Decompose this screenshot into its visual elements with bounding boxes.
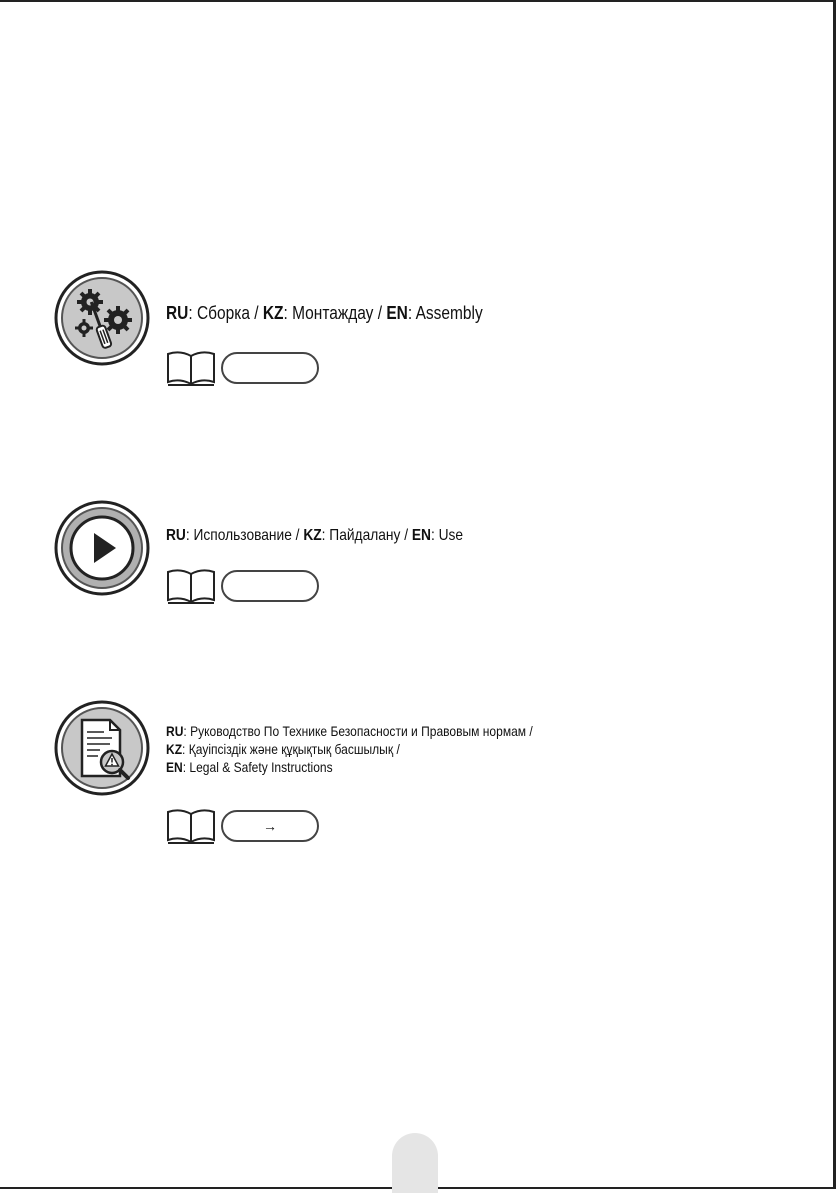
ru-text: : Использование / (185, 527, 304, 544)
legal-title-ru (166, 722, 533, 740)
legal-link-button[interactable]: → (221, 810, 319, 842)
assembly-title (166, 303, 483, 324)
en-code: EN (166, 759, 183, 775)
use-title (166, 527, 463, 545)
document-warning-magnifier-icon (54, 700, 150, 796)
kz-code: KZ (166, 741, 183, 757)
ru-code: RU (166, 303, 189, 323)
ru-text: : Сборка / (188, 303, 263, 323)
tools-gears-icon (54, 270, 150, 366)
legal-title-en (166, 758, 533, 776)
legal-title-kz (166, 740, 533, 758)
kz-code: KZ (303, 527, 322, 544)
play-icon (54, 500, 150, 596)
ru-code: RU (166, 723, 184, 739)
page-number-tab (392, 1133, 438, 1193)
ru-code: RU (166, 527, 186, 544)
kz-text: : Монтаждау / (283, 303, 387, 323)
kz-text: : Пайдалану / (321, 527, 412, 544)
legal-title (166, 722, 533, 776)
open-book-icon (166, 566, 216, 606)
kz-code: KZ (262, 303, 284, 323)
use-link-button[interactable] (221, 570, 319, 602)
assembly-link-button[interactable] (221, 352, 319, 384)
en-code: EN (411, 527, 431, 544)
en-code: EN (386, 303, 408, 323)
kz-text: : Қауіпсіздік және құқықтық басшылық / (182, 741, 400, 757)
open-book-icon (166, 348, 216, 388)
open-book-icon (166, 806, 216, 846)
en-text: : Assembly (407, 303, 483, 323)
en-text: : Use (430, 527, 464, 544)
ru-text: : Руководство По Технике Безопасности и Правовым нормам / (183, 723, 533, 739)
en-text: : Legal & Safety Instructions (182, 759, 333, 775)
